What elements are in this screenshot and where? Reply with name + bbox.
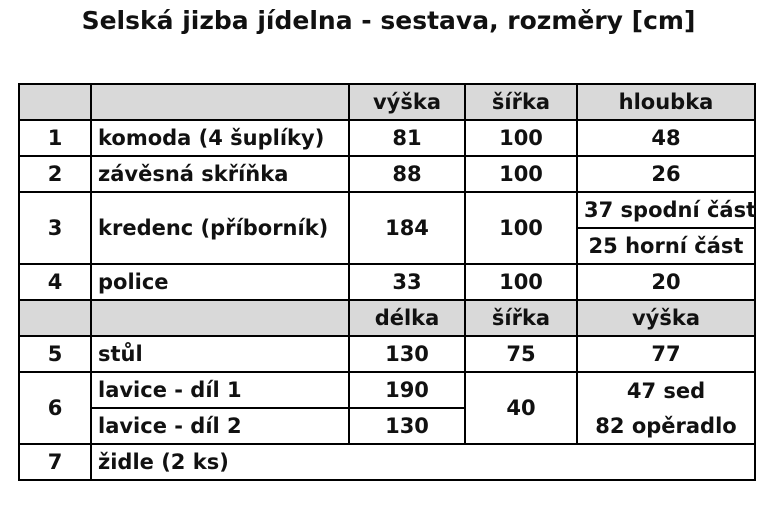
item-name: kredenc (příborník) [91,192,349,264]
row-number: 3 [19,192,91,264]
value-sirka: 100 [465,264,577,300]
value-delka: 190 [349,372,465,408]
value-vyska: 33 [349,264,465,300]
item-name: police [91,264,349,300]
page-title: Selská jizba jídelna - sestava, rozměry [cm] [81,6,696,35]
value-sirka: 100 [465,120,577,156]
table-row [19,156,755,192]
header-empty-cell [91,84,349,120]
table-row [19,120,755,156]
item-name: lavice - díl 2 [91,408,349,444]
value-sirka: 100 [465,192,577,264]
table-row [19,444,755,480]
value-delka: 130 [349,336,465,372]
value-vyska: 77 [577,336,755,372]
header-delka: délka [349,300,465,336]
header-row-1 [19,84,755,120]
value-sirka: 75 [465,336,577,372]
header-empty-cell [19,300,91,336]
row-number: 1 [19,120,91,156]
header-sirka: šířka [465,84,577,120]
value-vyska-seat: 47 sed [577,372,755,408]
row-number: 2 [19,156,91,192]
value-vyska-backrest: 82 opěradlo [577,408,755,444]
value-hloubka: 20 [577,264,755,300]
value-hloubka-lower: 37 spodní část [577,192,755,228]
value-sirka: 100 [465,156,577,192]
header-vyska: výška [577,300,755,336]
row-number: 7 [19,444,91,480]
table-row [19,192,755,228]
value-sirka: 40 [465,372,577,444]
value-vyska: 88 [349,156,465,192]
value-vyska: 184 [349,192,465,264]
dimensions-table [18,83,756,481]
table-row [19,336,755,372]
row-number: 4 [19,264,91,300]
header-empty-cell [91,300,349,336]
value-delka: 130 [349,408,465,444]
value-hloubka: 26 [577,156,755,192]
header-hloubka: hloubka [577,84,755,120]
item-name: komoda (4 šuplíky) [91,120,349,156]
item-name: lavice - díl 1 [91,372,349,408]
item-name: židle (2 ks) [91,444,755,480]
table-row [19,264,755,300]
header-empty-cell [19,84,91,120]
header-vyska: výška [349,84,465,120]
value-hloubka-upper: 25 horní část [577,228,755,264]
item-name: stůl [91,336,349,372]
value-hloubka: 48 [577,120,755,156]
item-name: závěsná skříňka [91,156,349,192]
row-number: 6 [19,372,91,444]
row-number: 5 [19,336,91,372]
table-row [19,372,755,408]
header-sirka: šířka [465,300,577,336]
table-row [19,408,755,444]
header-row-2 [19,300,755,336]
value-vyska: 81 [349,120,465,156]
